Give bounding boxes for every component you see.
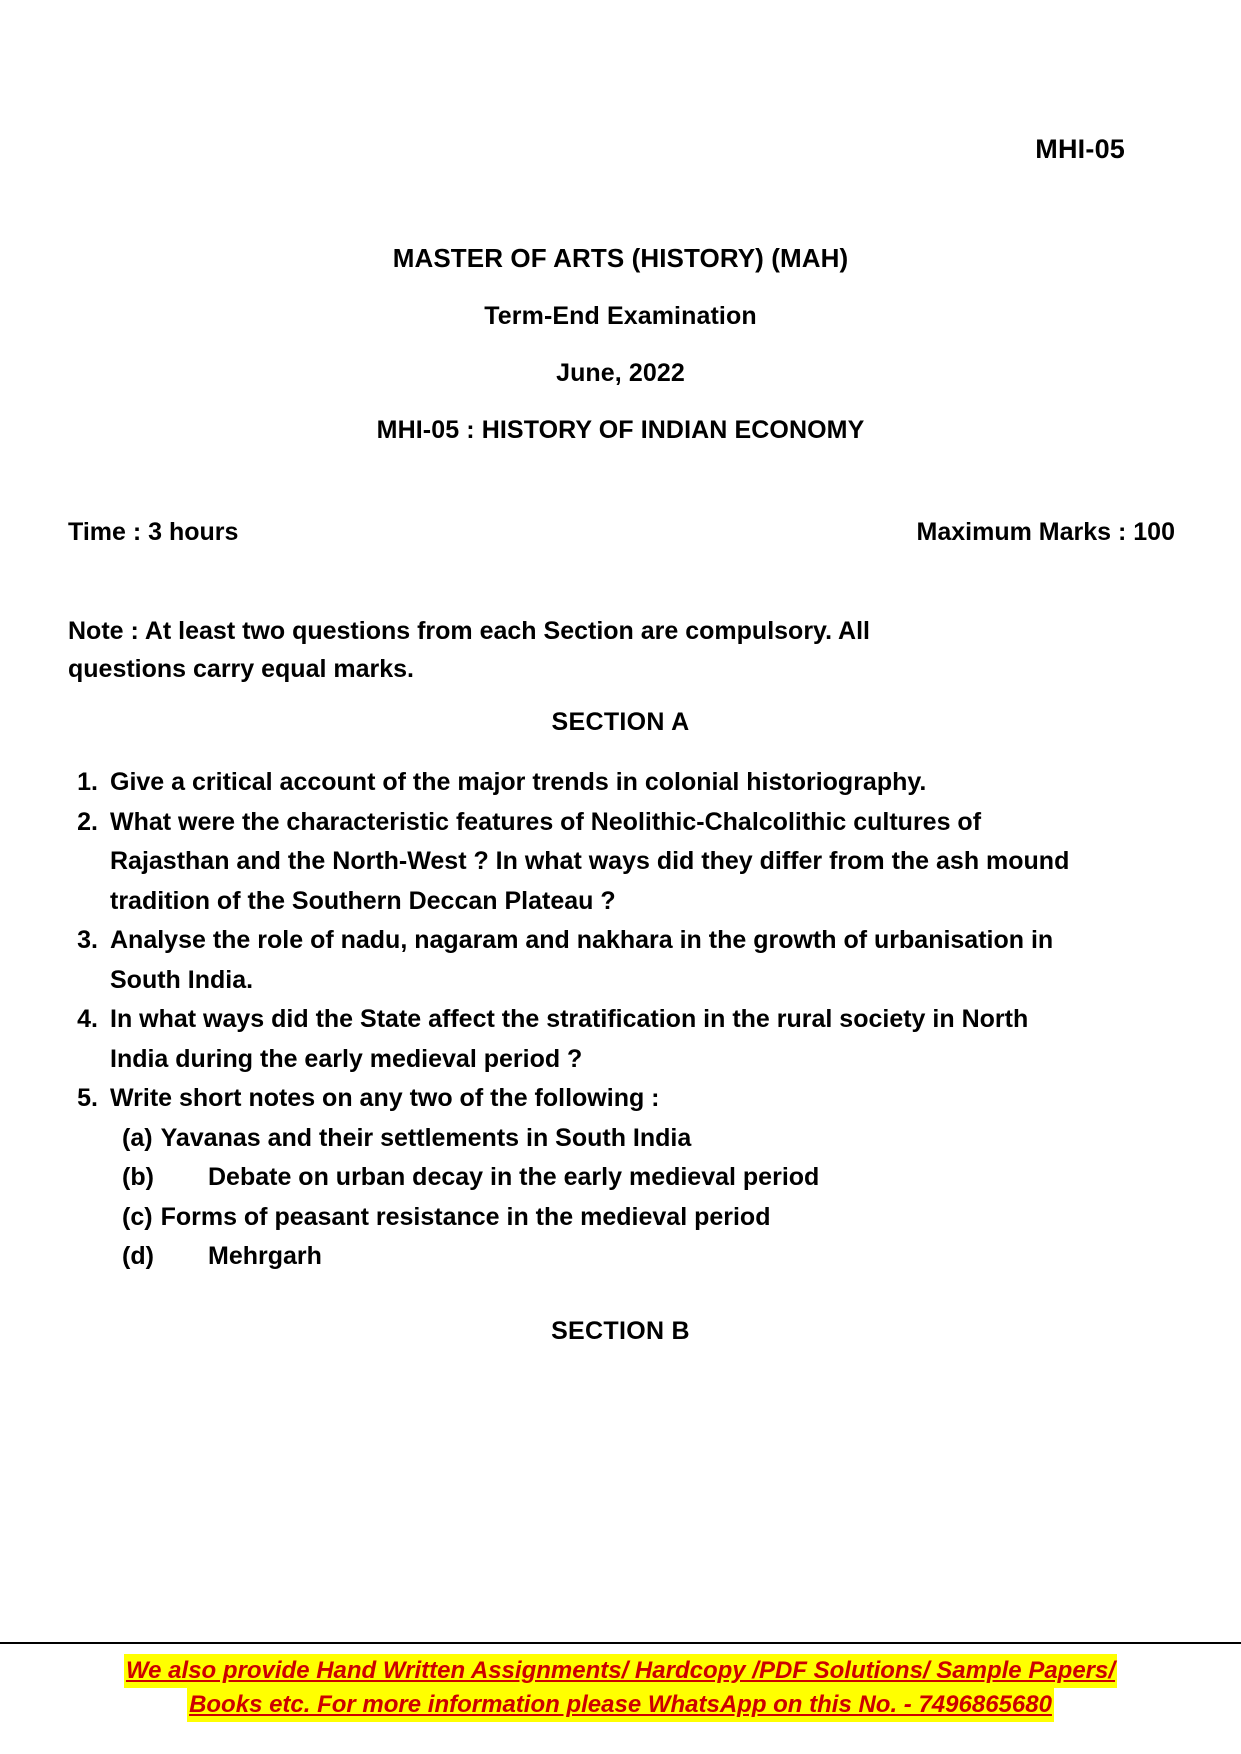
programme-title: MASTER OF ARTS (HISTORY) (MAH) [392,243,849,273]
promo-line-1: We also provide Hand Written Assignments/ Hardcopy /PDF Solutions/ Sample Papers/ [124,1654,1117,1688]
sub-item-label: (c) [122,1202,153,1231]
question-number: 5. [77,1084,98,1112]
sub-item-text: Yavanas and their settlements in South India [160,1123,692,1152]
question-item [68,803,1078,922]
exam-session: June, 2022 [556,359,685,387]
exam-duration: Time : 3 hours [68,518,239,546]
sub-item [68,1237,1078,1277]
question-item [68,763,1078,803]
footer-divider [0,1642,1241,1644]
course-code-header: MHI-05 [1035,134,1125,164]
question-number: 4. [77,1005,98,1033]
sub-item [68,1119,1078,1159]
sub-item-label: (a) [122,1123,153,1152]
sub-item-text: Mehrgarh [208,1242,322,1270]
sub-item-text: Debate on urban decay in the early medieval period [208,1163,820,1191]
question-text: In what ways did the State affect the stratification in the rural society in North India during the early medieval period ? [110,1005,1029,1073]
exam-type: Term-End Examination [484,302,757,330]
paper-title: MHI-05 : HISTORY OF INDIAN ECONOMY [376,416,865,444]
question-list [68,763,1078,1277]
sub-item-label: (d) [122,1242,154,1270]
exam-note: Note : At least two questions from each Section are compulsory. All questions carry equal marks. [68,617,871,683]
question-number: 3. [77,926,98,954]
question-number: 2. [77,807,98,836]
question-item [68,1079,1078,1119]
sub-item-text: Forms of peasant resistance in the medieval period [160,1202,771,1231]
promo-banner [0,1654,1241,1722]
question-text: What were the characteristic features of Neolithic-Chalcolithic cultures of Rajasthan and the North-West ? In what ways did they differ from the ash mound tradition of the Southern Deccan Plateau ? [110,807,1070,915]
question-text: Analyse the role of nadu, nagaram and nakhara in the growth of urbanisation in South India. [110,926,1054,994]
exam-max-marks: Maximum Marks : 100 [916,518,1175,546]
question-text: Give a critical account of the major trends in colonial historiography. [110,768,927,796]
title-block [0,243,1241,445]
promo-line-2: Books etc. For more information please WhatsApp on this No. - 7496865680 [187,1688,1054,1722]
sub-item [68,1198,1078,1238]
section-b-heading: SECTION B [551,1317,690,1345]
sub-item [68,1158,1078,1198]
question-5-sub-list [68,1119,1078,1277]
question-number: 1. [77,768,98,796]
question-item [68,1000,1078,1079]
sub-item-label: (b) [122,1163,154,1191]
exam-meta-row [68,518,1175,547]
question-text: Write short notes on any two of the following : [110,1084,660,1112]
section-a-heading: SECTION A [551,708,690,736]
question-item [68,921,1078,1000]
